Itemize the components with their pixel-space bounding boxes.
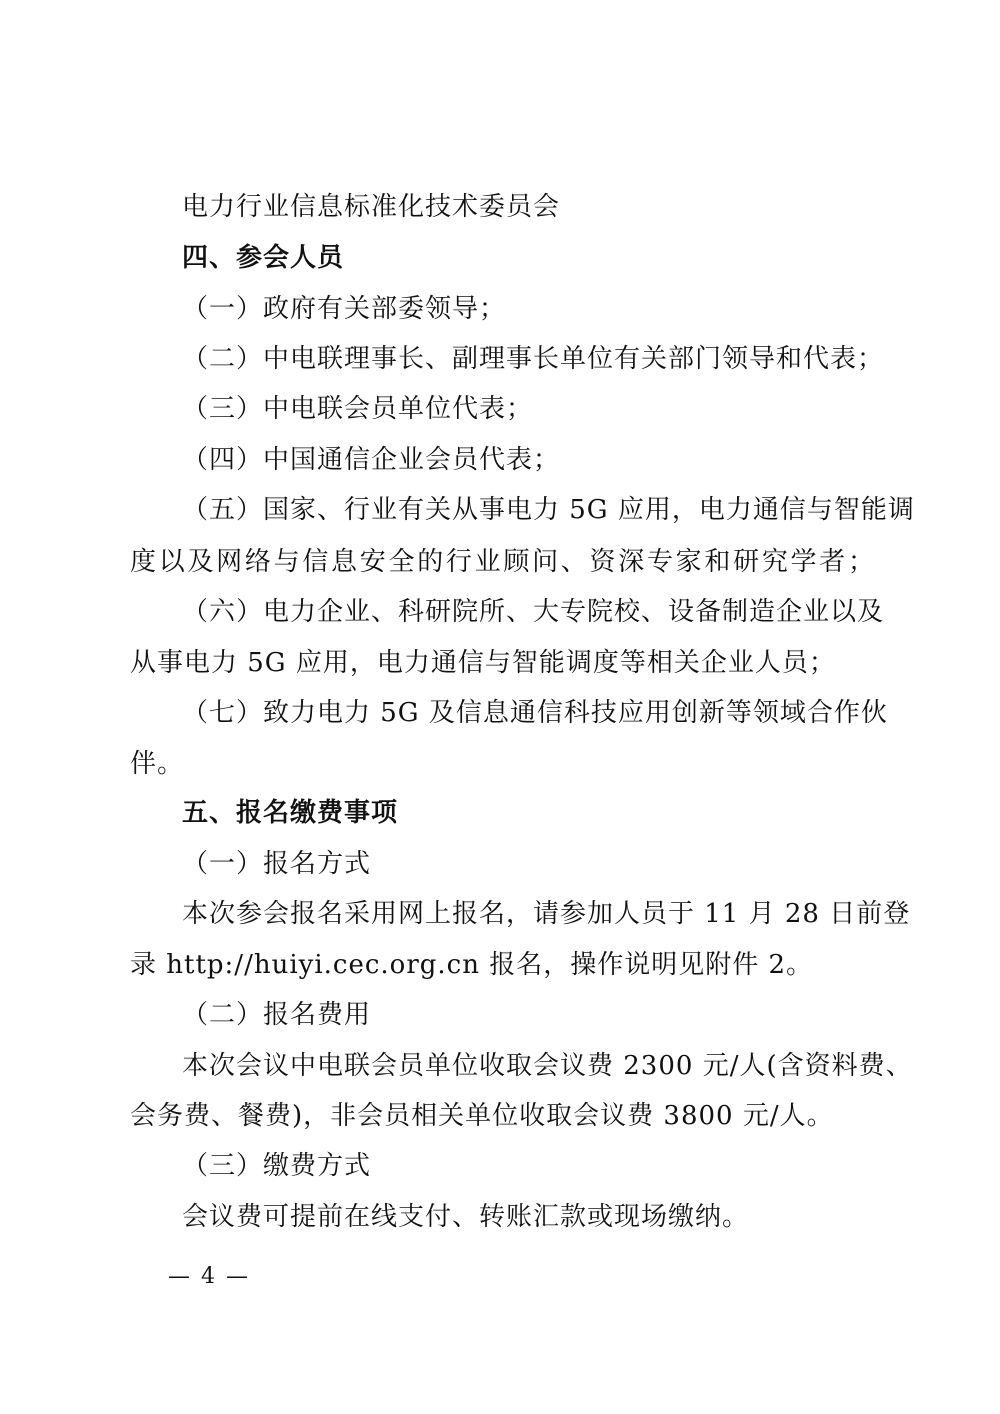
- attendee-item-6-line-2: 从事电力 5G 应用，电力通信与智能调度等相关企业人员；: [130, 648, 836, 678]
- attendee-item-4: （四）中国通信企业会员代表；: [182, 445, 561, 475]
- section-heading-attendees: 四、参会人员: [182, 243, 345, 273]
- registration-method-line-2: 录 http://huiyi.cec.org.cn 报名，操作说明见附件 2。: [130, 950, 814, 980]
- organizer-name: 电力行业信息标准化技术委员会: [182, 192, 561, 222]
- registration-method-line-1: 本次参会报名采用网上报名，请参加人员于 11 月 28 日前登: [182, 899, 911, 929]
- attendee-item-7-line-2: 伴。: [130, 749, 185, 779]
- attendee-item-7-line-1: （七）致力电力 5G 及信息通信科技应用创新等领域合作伙: [182, 698, 888, 728]
- subheading-registration-method: （一）报名方式: [182, 849, 372, 879]
- registration-fee-line-2: 会务费、餐费)，非会员相关单位收取会议费 3800 元/人。: [130, 1101, 834, 1131]
- attendee-item-5-line-2: 度以及网络与信息安全的行业顾问、资深专家和研究学者；: [130, 547, 875, 577]
- page-number: — 4 —: [168, 1264, 250, 1289]
- attendee-item-5-line-1: （五）国家、行业有关从事电力 5G 应用，电力通信与智能调: [182, 495, 915, 525]
- attendee-item-2: （二）中电联理事长、副理事长单位有关部门领导和代表；: [182, 344, 885, 374]
- attendee-item-1: （一）政府有关部委领导；: [182, 294, 507, 324]
- attendee-item-3: （三）中电联会员单位代表；: [182, 394, 534, 424]
- payment-method-text: 会议费可提前在线支付、转账汇款或现场缴纳。: [182, 1202, 750, 1232]
- subheading-payment-method: （三）缴费方式: [182, 1151, 372, 1181]
- registration-fee-line-1: 本次会议中电联会员单位收取会议费 2300 元/人(含资料费、: [182, 1051, 913, 1081]
- attendee-item-6-line-1: （六）电力企业、科研院所、大专院校、设备制造企业以及: [182, 597, 885, 627]
- section-heading-registration: 五、报名缴费事项: [182, 798, 399, 828]
- subheading-registration-fee: （二）报名费用: [182, 1000, 372, 1030]
